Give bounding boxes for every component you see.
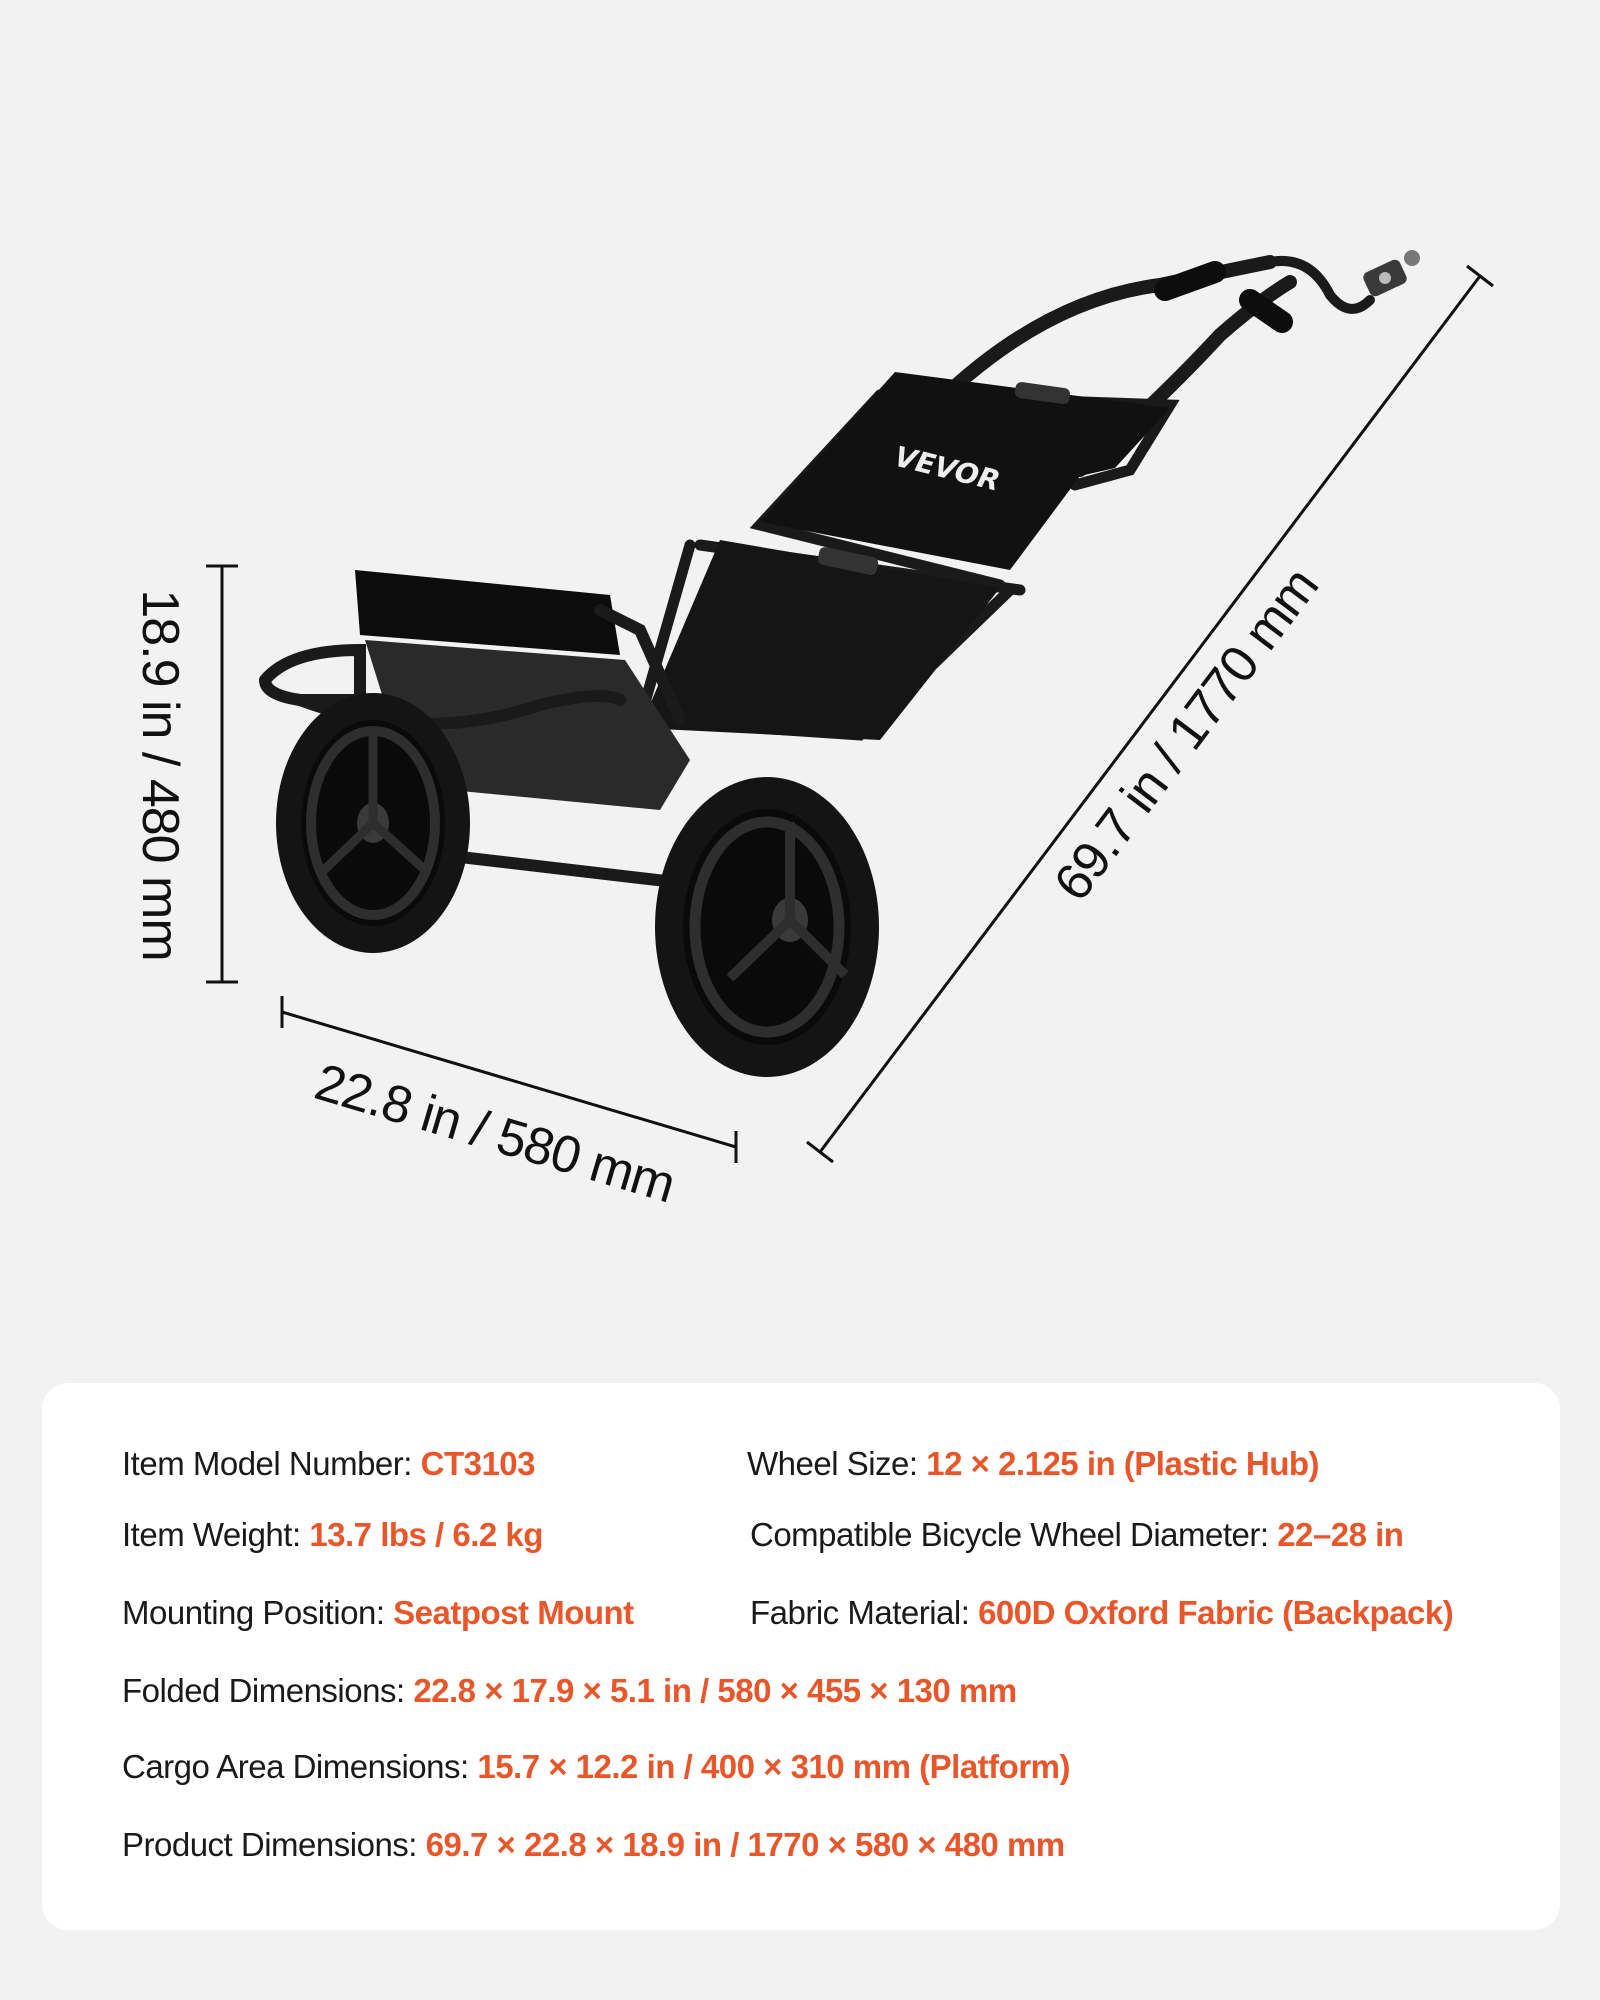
spec-mounting [122,1594,634,1632]
spec-value: CT3103 [420,1445,536,1482]
spec-product-dimensions [122,1826,1065,1864]
spec-weight [122,1516,543,1554]
spec-value: Seatpost Mount [393,1594,634,1631]
width-dimension-label: 22.8 in / 580 mm [308,1053,682,1215]
spec-folded-dimensions [122,1672,1017,1710]
spec-label: Cargo Area Dimensions: [122,1748,469,1785]
spec-label: Mounting Position: [122,1594,385,1631]
spec-compat-wheel [750,1516,1403,1554]
left-wheel [276,693,470,953]
right-wheel [655,777,879,1077]
height-dimension-line [206,566,238,982]
spec-label: Fabric Material: [750,1594,970,1631]
spec-value: 22.8 × 17.9 × 5.1 in / 580 × 455 × 130 mm [413,1672,1017,1709]
spec-label: Folded Dimensions: [122,1672,405,1709]
spec-fabric [750,1594,1453,1632]
spec-label: Product Dimensions: [122,1826,417,1863]
spec-cargo-dimensions [122,1748,1070,1786]
hitch-coupler [1361,250,1420,298]
spec-label: Item Weight: [122,1516,301,1553]
rear-backrest [355,570,620,655]
spec-wheel-size [747,1445,1319,1483]
spec-label: Compatible Bicycle Wheel Diameter: [750,1516,1269,1553]
spec-value: 69.7 × 22.8 × 18.9 in / 1770 × 580 × 480 mm [425,1826,1065,1863]
spec-card [42,1383,1560,1930]
spec-value: 13.7 lbs / 6.2 kg [309,1516,543,1553]
spec-value: 15.7 × 12.2 in / 400 × 310 mm (Platform) [477,1748,1070,1785]
spec-label: Wheel Size: [747,1445,918,1482]
spec-value: 12 × 2.125 in (Plastic Hub) [926,1445,1319,1482]
spec-value: 600D Oxford Fabric (Backpack) [978,1594,1454,1631]
length-dimension-label: 69.7 in / 1770 mm [1043,557,1330,912]
spec-model [122,1445,535,1483]
spec-label: Item Model Number: [122,1445,412,1482]
height-dimension-label: 18.9 in / 480 mm [131,589,189,961]
spec-value: 22–28 in [1277,1516,1404,1553]
brand-logo: VEVOR [891,439,1004,498]
